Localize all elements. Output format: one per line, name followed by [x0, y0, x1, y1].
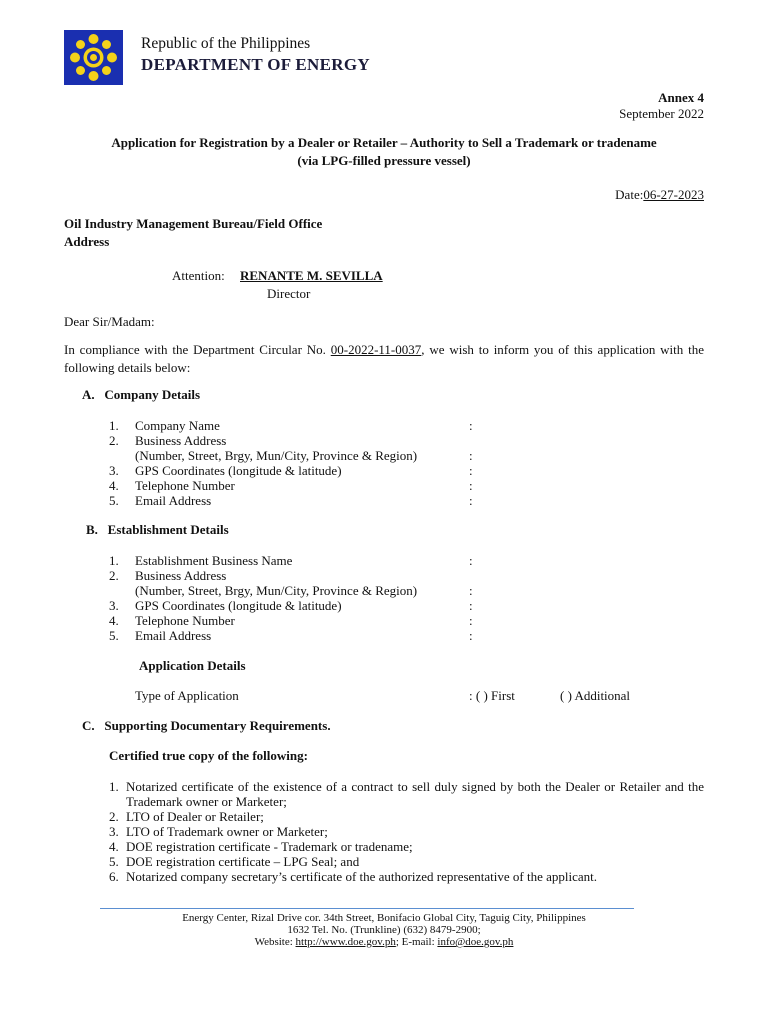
list-item-number: 5. — [109, 628, 119, 643]
list-item-number: 3. — [109, 463, 119, 478]
field-label-business-address: Business Address — [135, 433, 227, 448]
annex-date: September 2022 — [619, 106, 704, 121]
option-additional-checkbox[interactable]: ( ) Additional — [560, 688, 631, 703]
application-details-heading: Application Details — [139, 658, 246, 673]
date-value: 06-27-2023 — [643, 187, 704, 202]
footer-divider — [100, 908, 634, 909]
intro-paragraph — [64, 341, 704, 377]
field-label-address-detail: (Number, Street, Brgy, Mun/City, Province & Region) — [135, 448, 418, 463]
list-item-number: 1. — [109, 779, 119, 794]
field-colon: : — [469, 553, 473, 568]
requirement-item: DOE registration certificate - Trademark or tradename; — [126, 839, 413, 854]
date-line — [615, 187, 704, 203]
list-item-number: 5. — [109, 854, 119, 869]
list-item-number: 4. — [109, 613, 119, 628]
field-colon: : — [469, 598, 473, 613]
field-colon: : — [469, 478, 473, 493]
field-colon: : — [469, 628, 473, 643]
list-item-number: 6. — [109, 869, 119, 884]
requirement-item: Notarized company secretary’s certificate of the authorized representative of the applicant. — [126, 869, 598, 884]
requirement-item: DOE registration certificate – LPG Seal; and — [126, 854, 360, 869]
website-link[interactable]: http://www.doe.gov.ph — [295, 936, 396, 948]
recipient-address: Address — [64, 234, 110, 249]
list-item-number: 3. — [109, 824, 119, 839]
department-name: DEPARTMENT OF ENERGY — [141, 55, 370, 74]
email-link[interactable]: info@doe.gov.ph — [437, 936, 514, 948]
footer-contact — [0, 936, 768, 948]
annex-label: Annex 4 — [658, 90, 704, 105]
field-label-business-address: Business Address — [135, 568, 227, 583]
field-colon: : — [469, 583, 473, 598]
field-label-company-name: Company Name — [135, 418, 220, 433]
doe-seal-logo — [64, 30, 123, 85]
option-first-checkbox[interactable]: : ( ) First — [469, 688, 515, 703]
intro-text-after: , we wish to inform you of this application with the following details below: — [64, 342, 704, 375]
salutation: Dear Sir/Madam: — [64, 314, 155, 329]
attention-title: Director — [267, 286, 311, 301]
list-item-number: 2. — [109, 809, 119, 824]
field-label-email: Email Address — [135, 628, 212, 643]
list-item-number: 3. — [109, 598, 119, 613]
field-label-gps: GPS Coordinates (longitude & latitude) — [135, 598, 342, 613]
field-colon: : — [469, 613, 473, 628]
field-label-address-detail: (Number, Street, Brgy, Mun/City, Province & Region) — [135, 583, 418, 598]
attention-label: Attention: — [172, 268, 225, 283]
list-item-number: 2. — [109, 433, 119, 448]
field-label-establishment-name: Establishment Business Name — [135, 553, 293, 568]
field-colon: : — [469, 418, 473, 433]
field-colon: : — [469, 493, 473, 508]
date-label: Date: — [615, 187, 644, 202]
section-c-heading: C. Supporting Documentary Requirements. — [82, 718, 331, 733]
intro-text-before: In compliance with the Department Circular No. — [64, 342, 331, 357]
list-item-number: 1. — [109, 418, 119, 433]
circular-number: 00-2022-11-0037 — [330, 342, 422, 357]
field-colon: : — [469, 463, 473, 478]
footer-phone: 1632 Tel. No. (Trunkline) (632) 8479-2900; — [287, 924, 481, 936]
recipient-office: Oil Industry Management Bureau/Field Office — [64, 216, 323, 231]
section-c-subheading: Certified true copy of the following: — [109, 748, 308, 763]
requirement-item: LTO of Trademark owner or Marketer; — [126, 824, 328, 839]
list-item-number: 1. — [109, 553, 119, 568]
section-b-heading: B. Establishment Details — [86, 522, 229, 537]
website-label: Website: — [254, 936, 296, 948]
email-label: ; E-mail: — [395, 936, 438, 948]
field-colon: : — [469, 448, 473, 463]
document-subtitle: (via LPG-filled pressure vessel) — [297, 153, 471, 168]
list-item-number: 5. — [109, 493, 119, 508]
list-item-number: 2. — [109, 568, 119, 583]
attention-name: RENANTE M. SEVILLA — [240, 268, 383, 283]
list-item-number: 4. — [109, 478, 119, 493]
document-title: Application for Registration by a Dealer or Retailer – Authority to Sell a Trademark or tradename — [111, 135, 657, 150]
field-label-telephone: Telephone Number — [135, 478, 235, 493]
requirement-item: Notarized certificate of the existence of a contract to sell duly signed by both the Dealer or Retailer and the Trademark owner or Marketer; — [126, 779, 704, 809]
field-label-gps: GPS Coordinates (longitude & latitude) — [135, 463, 342, 478]
country-name: Republic of the Philippines — [141, 35, 311, 52]
application-type-label: Type of Application — [135, 688, 239, 703]
field-label-telephone: Telephone Number — [135, 613, 235, 628]
field-label-email: Email Address — [135, 493, 212, 508]
section-a-heading: A. Company Details — [82, 387, 201, 402]
requirement-item: LTO of Dealer or Retailer; — [126, 809, 264, 824]
list-item-number: 4. — [109, 839, 119, 854]
footer-address: Energy Center, Rizal Drive cor. 34th Street, Bonifacio Global City, Taguig City, Philippines — [182, 912, 586, 924]
